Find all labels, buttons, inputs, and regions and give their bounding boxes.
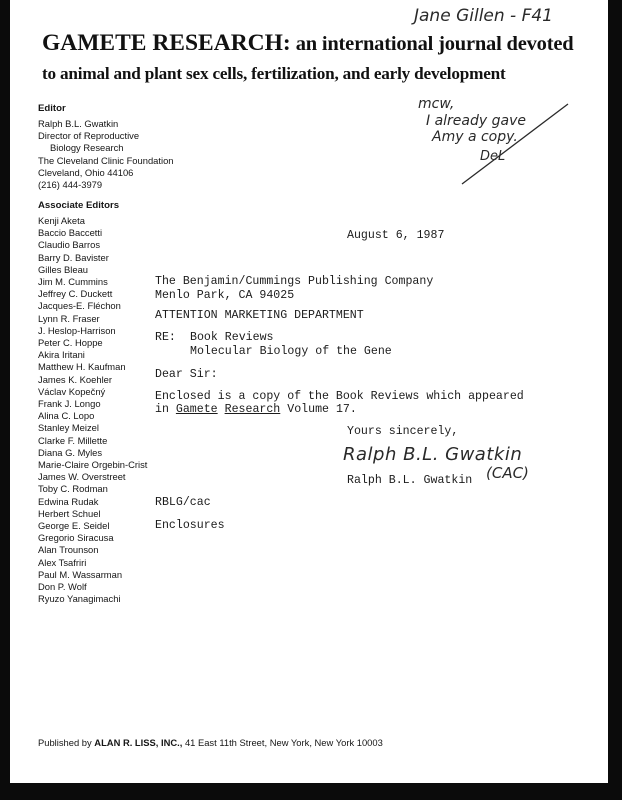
associate-editor-name: Alex Tsafriri — [38, 556, 87, 568]
associate-editor-name: Clarke F. Millette — [38, 434, 108, 446]
associate-editor-name: Lynn R. Fraser — [38, 312, 100, 324]
associate-editor-name: George E. Seidel — [38, 520, 110, 532]
footer-prefix: Published by — [38, 737, 92, 748]
associate-editor-name: Don P. Wolf — [38, 581, 87, 593]
associate-editor-name: Herbert Schuel — [38, 507, 101, 519]
associate-editor-name: Alan Trounson — [38, 544, 99, 556]
associate-editor-name: Peter C. Hoppe — [38, 337, 103, 349]
reference-initials: RBLG/cac — [155, 496, 211, 509]
editor-line: Cleveland, Ohio 44106 — [38, 166, 134, 178]
journal-title-rest: an international journal devoted — [295, 33, 574, 55]
associate-editor-name: Stanley Meizel — [38, 422, 99, 434]
enclosures: Enclosures — [155, 519, 225, 532]
associate-editor-name: Alina C. Lopo — [38, 410, 95, 422]
attention-line: ATTENTION MARKETING DEPARTMENT — [155, 309, 364, 322]
body-line-2 — [155, 403, 357, 416]
closing: Yours sincerely, — [347, 425, 459, 438]
editor-heading: Editor — [38, 103, 66, 114]
associate-editor-name: Frank J. Longo — [38, 398, 101, 410]
associate-editor-name: Ryuzo Yanagimachi — [38, 593, 121, 605]
journal-subtitle: to animal and plant sex cells, fertilization, and early development — [42, 64, 506, 83]
recipient-line-1: The Benjamin/Cummings Publishing Company — [155, 275, 434, 288]
associate-editor-name: Toby C. Rodman — [38, 483, 108, 495]
associate-editor-name: Paul M. Wassarman — [38, 568, 123, 580]
editor-line: Director of Reproductive — [38, 130, 140, 142]
strike-through-icon — [458, 96, 578, 190]
body-line-1: Enclosed is a copy of the Book Reviews which appeared — [155, 390, 524, 403]
signature-initials: (CAC) — [486, 464, 529, 482]
associate-editors-heading: Associate Editors — [38, 200, 120, 211]
editor-line: (216) 444-3979 — [38, 179, 103, 191]
associate-editor-name: Jacques-E. Fléchon — [38, 300, 121, 312]
editor-line: The Cleveland Clinic Foundation — [38, 154, 174, 166]
associate-editor-name: Gregorio Siracusa — [38, 532, 114, 544]
journal-name-underlined: Research — [224, 403, 281, 416]
body-line-2-prefix: in — [155, 403, 169, 416]
associate-editor-name: Václav Kopečný — [38, 385, 106, 397]
editor-line: Ralph B.L. Gwatkin — [38, 118, 119, 129]
associate-editor-name: Baccio Baccetti — [38, 227, 103, 239]
footer-publisher: ALAN R. LISS, INC., — [94, 737, 183, 748]
editor-details — [38, 118, 174, 191]
associate-editor-name: Kenji Aketa — [38, 215, 85, 226]
footer-address: 41 East 11th Street, New York, New York 10003 — [184, 737, 383, 748]
journal-title — [42, 30, 573, 57]
journal-title-main: GAMETE RESEARCH: — [42, 30, 291, 56]
associate-editor-name: Jim M. Cummins — [38, 276, 108, 288]
associate-editor-name: Matthew H. Kaufman — [38, 361, 126, 373]
associate-editor-name: Marie-Claire Orgebin-Crist — [38, 459, 148, 471]
handwritten-note-top: Jane Gillen - F41 — [414, 6, 553, 26]
associate-editor-name: Edwina Rudak — [38, 495, 99, 507]
associate-editor-name: Akira Iritani — [38, 349, 85, 361]
associate-editor-name: James K. Koehler — [38, 373, 112, 385]
annotation-line: mcw, — [418, 96, 455, 112]
associate-editor-name: Diana G. Myles — [38, 446, 103, 458]
re-line-2: Molecular Biology of the Gene — [190, 345, 392, 358]
associate-editor-name: Jeffrey C. Duckett — [38, 288, 113, 300]
re-line-1: Book Reviews — [190, 331, 274, 344]
letter-page — [10, 0, 608, 783]
salutation: Dear Sir: — [155, 368, 218, 381]
associate-editors-list — [38, 215, 147, 606]
editor-line: Biology Research — [50, 142, 124, 154]
annotation-line: Amy a copy. — [432, 129, 518, 145]
associate-editor-name: J. Heslop-Harrison — [38, 324, 116, 336]
annotation-line: I already gave — [426, 113, 526, 129]
journal-name-underlined: Gamete — [175, 403, 218, 416]
annotation-line: DeL — [480, 149, 506, 164]
recipient-line-2: Menlo Park, CA 94025 — [155, 289, 295, 302]
re-label: RE: — [155, 331, 176, 344]
associate-editor-name: Claudio Barros — [38, 239, 101, 251]
signature: Ralph B.L. Gwatkin — [343, 444, 523, 465]
letter-date: August 6, 1987 — [347, 229, 445, 242]
signer-name: Ralph B.L. Gwatkin — [347, 474, 473, 487]
body-line-2-suffix: Volume 17. — [287, 403, 357, 416]
publisher-footer — [38, 737, 383, 748]
associate-editor-name: James W. Overstreet — [38, 471, 126, 483]
associate-editor-name: Barry D. Bavister — [38, 251, 109, 263]
associate-editor-name: Gilles Bleau — [38, 263, 89, 275]
